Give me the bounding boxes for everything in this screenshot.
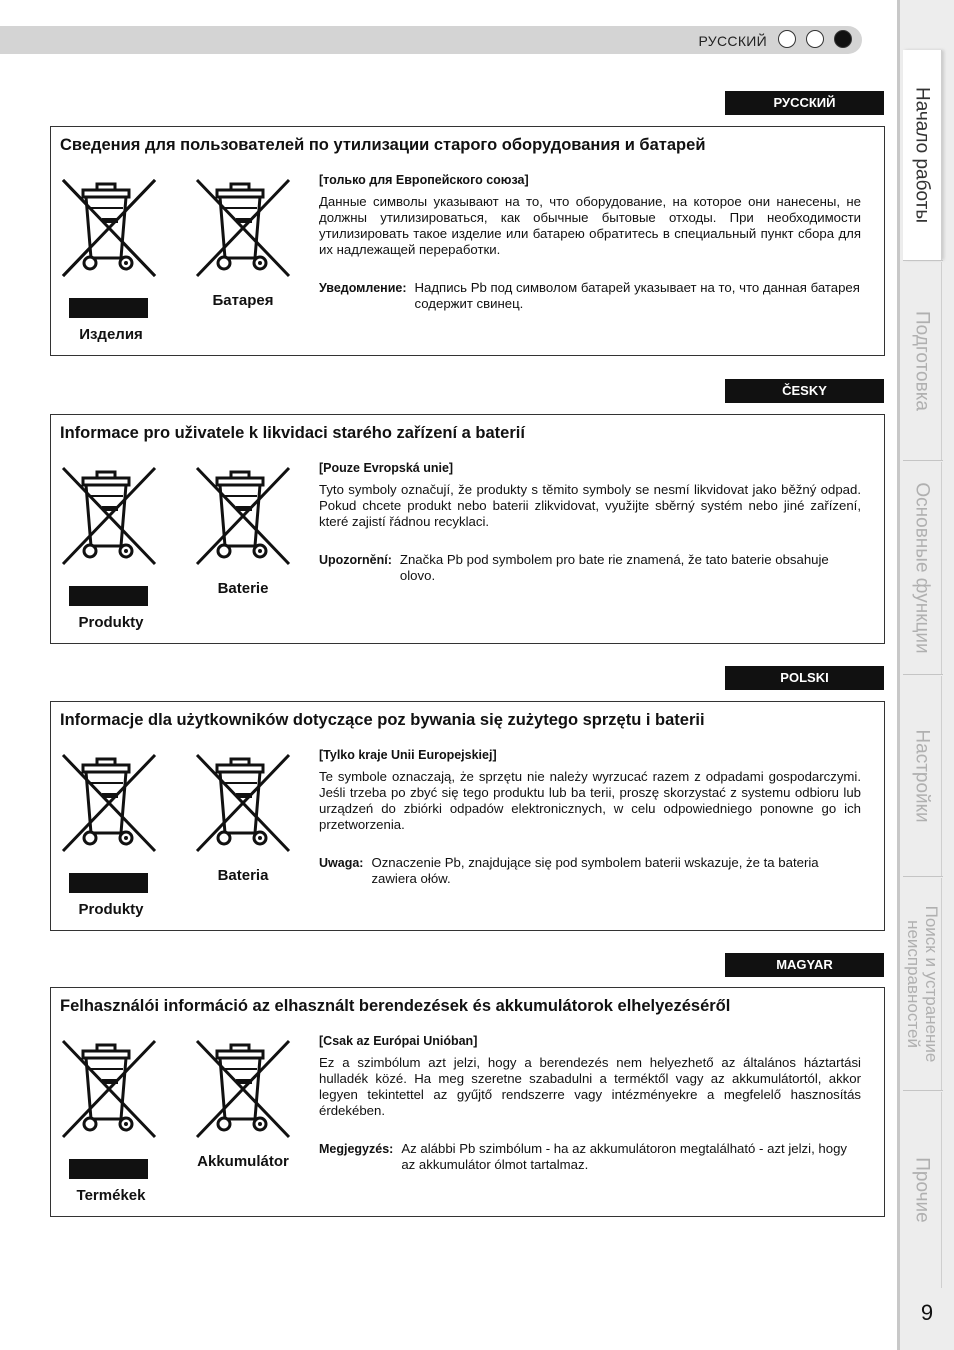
disposal-section: [50, 701, 885, 931]
crossed-bin-icon: [59, 176, 159, 280]
crossed-bin-battery-icon: [193, 464, 293, 568]
black-marker-bar: [69, 586, 148, 606]
tab-troubleshooting[interactable]: [903, 878, 942, 1090]
products-label: Изделия: [79, 326, 143, 343]
note-row: [319, 280, 861, 312]
battery-label: Akkumulátor: [197, 1153, 289, 1170]
disposal-section: [50, 414, 885, 644]
black-marker-bar: [69, 1159, 148, 1179]
note-text: Az alábbi Pb szimbólum - ha az akkumulátoron megtalálható - azt jelzi, hogy az akkumulátor ólmot tartalmaz.: [401, 1141, 848, 1172]
crossed-bin-battery-icon: [193, 751, 293, 855]
note-label: Uwaga:: [319, 856, 364, 870]
region-note: [Csak az Európai Unióban]: [319, 1034, 478, 1048]
tab-separator: [903, 1090, 943, 1091]
battery-label: Baterie: [217, 580, 269, 597]
note-row: [319, 855, 861, 887]
tab-basic-functions[interactable]: [903, 462, 942, 674]
note-label: Upozornění:: [319, 553, 392, 567]
note-text: Надпись Pb под символом батарей указывает на то, что данная батарея содержит свинец.: [414, 280, 860, 311]
section-title: Сведения для пользователей по утилизации старого оборудования и батарей: [60, 136, 706, 154]
current-language: РУССКИЙ: [698, 33, 767, 49]
section-title: Felhasználói információ az elhasznált berendezések és akkumulátorok elhelyezéséről: [60, 997, 731, 1015]
crossed-bin-icon: [59, 751, 159, 855]
note-label: Megjegyzés:: [319, 1142, 394, 1156]
black-marker-bar: [69, 873, 148, 893]
tab-separator: [903, 260, 943, 261]
body-text: Ez a szimbólum azt jelzi, hogy a berendezés nem helyezhető az általános háztartási hulladék közé. Ha meg szeretne szabadulni a terméktől vagy az akkumulátortól, akkor legyen tekintettel az gyűjtő rendszerre vagy intézményekre a megfelelő hasznosítás érdekében.: [319, 1055, 861, 1118]
side-rule: [897, 0, 900, 1350]
body-text: Данные символы указывают на то, что оборудование, на которое они нанесены, не должны утилизироваться, как обычные бытовые отходы. При необходимости утилизировать такое изделие или батарею обратитесь в специальный пункт сбора для их надлежащей переработки.: [319, 194, 861, 257]
products-label: Produkty: [78, 614, 144, 631]
side-chapter-tabs: [897, 0, 954, 1350]
section-title: Informacje dla użytkowników dotyczące poz bywania się zużytego sprzętu i baterii: [60, 711, 705, 729]
tab-label: Настройки: [911, 729, 933, 823]
note-text: Značka Pb pod symbolem pro bate rie znamená, že tato baterie obsahuje olovo.: [399, 552, 829, 583]
body-text: Te symbole oznaczają, że sprzętu nie należy wyrzucać razem z odpadami gospodarczymi. Jeśli trzeba po zbyć się tego produktu lub ba terii, proszę skorzystać z systemu odbioru lub urządzeń do zbiórki odpadów elektronicznych, w celu odpowiedniego ponowne go ich przetworzenia.: [319, 769, 861, 832]
tab-separator: [903, 876, 943, 877]
section-content: [319, 172, 861, 312]
tab-settings[interactable]: [903, 676, 942, 876]
tab-getting-started[interactable]: [903, 50, 942, 260]
disposal-section: [50, 987, 885, 1217]
crossed-bin-battery-icon: [193, 1037, 293, 1141]
note-row: [319, 552, 861, 584]
note-label: Уведомление:: [319, 281, 407, 295]
section-content: [319, 1033, 861, 1173]
crossed-bin-icon: [59, 1037, 159, 1141]
tab-separator: [903, 460, 943, 461]
page-indicator-dot: [806, 30, 824, 48]
crossed-bin-battery-icon: [193, 176, 293, 280]
note-row: [319, 1141, 861, 1173]
region-note: [только для Европейского союза]: [319, 173, 529, 187]
section-content: [319, 747, 861, 887]
products-label: Termékek: [76, 1187, 146, 1204]
language-label: ČESKY: [725, 379, 884, 403]
black-marker-bar: [69, 298, 148, 318]
note-text: Oznaczenie Pb, znajdujące się pod symbolem baterii wskazuje, że ta bateria zawiera ołów.: [371, 855, 819, 886]
battery-label: Батарея: [212, 292, 274, 309]
disposal-section: [50, 126, 885, 356]
region-note: [Pouze Evropská unie]: [319, 461, 454, 475]
page-number: 9: [920, 1300, 934, 1325]
tab-label: Начало работы: [911, 86, 933, 224]
tab-preparation[interactable]: [903, 262, 942, 460]
top-language-bar: [0, 26, 862, 54]
battery-label: Bateria: [217, 867, 269, 884]
language-label: MAGYAR: [725, 953, 884, 977]
region-note: [Tylko kraje Unii Europejskiej]: [319, 748, 497, 762]
tab-label: Поиск и устранение неисправностей: [904, 905, 941, 1063]
tab-label: Подготовка: [911, 310, 933, 412]
page-indicator-dot-active: [834, 30, 852, 48]
tab-separator: [903, 674, 943, 675]
language-label: РУССКИЙ: [725, 91, 884, 115]
tab-label: Прочие: [911, 1157, 933, 1223]
body-text: Tyto symboly označují, že produkty s těmito symboly se nesmí likvidovat jako běžný odpad. Pokud chcete produkt nebo baterii zlikvidovat, využijte sběrný systém nebo jiné zařízení, které zajistí řádnou recyklaci.: [319, 482, 861, 529]
crossed-bin-icon: [59, 464, 159, 568]
page-indicator-dot: [778, 30, 796, 48]
section-title: Informace pro uživatele k likvidaci starého zařízení a baterií: [60, 424, 525, 442]
section-content: [319, 460, 861, 584]
products-label: Produkty: [78, 901, 144, 918]
tab-label: Основные функции: [911, 482, 933, 654]
language-label: POLSKI: [725, 666, 884, 690]
tab-other[interactable]: [903, 1092, 942, 1288]
